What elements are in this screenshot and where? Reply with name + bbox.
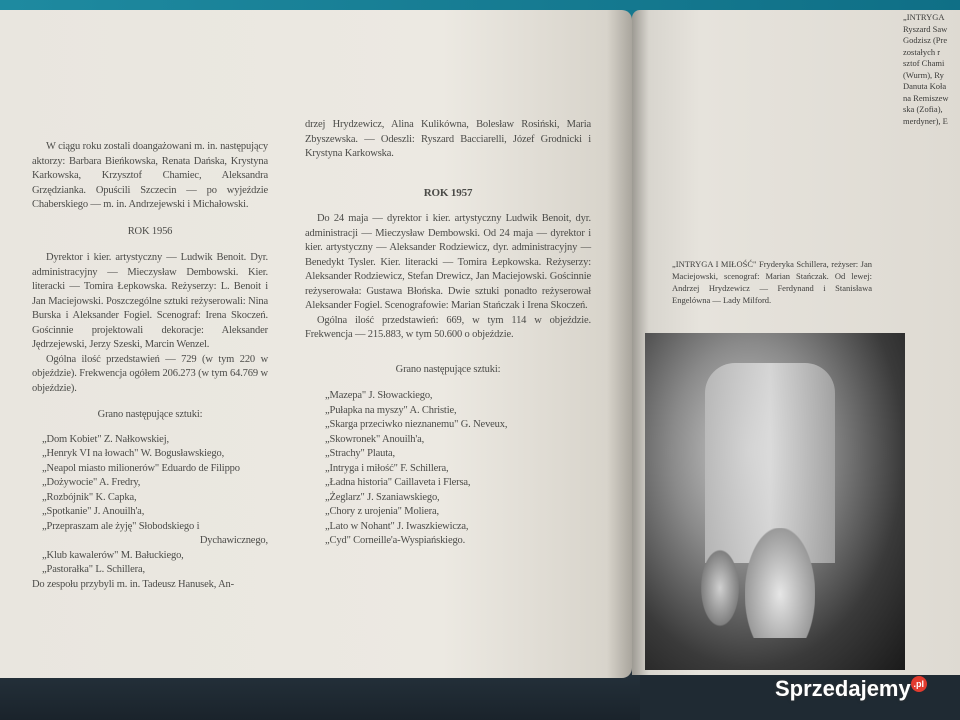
list-item: „Spotkanie" J. Anouilh'a, — [42, 506, 145, 517]
watermark-text: Sprzedajemy — [775, 676, 911, 701]
watermark-logo — [775, 676, 927, 702]
stage-photo — [645, 333, 905, 670]
plays-heading-1956: Grano następujące sztuki: — [97, 409, 203, 420]
middle-column — [305, 118, 591, 549]
text-line: ska (Zofia), — [903, 104, 943, 114]
intro-paragraph: W ciągu roku zostali doangażowani m. in. następujący aktorzy: Barbara Bieńkowska, Renata Dańska, Krystyna Karkowska, Krzysztof Chamiec, Aleksandra Grzędzianka. Opuścili Szczecin — po wyjeździe Chaberskiego — m. in. Andrzejewski i Michałowski. — [32, 141, 268, 210]
list-item: „Klub kawalerów" M. Bałuckiego, — [42, 549, 184, 561]
text-line: Danuta Koła — [903, 81, 947, 91]
list-item: „Skarga przeciwko nieznanemu" G. Neveux, — [325, 419, 508, 430]
list-item: „Neapol miasto milionerów" Eduardo de Filippo — [42, 462, 240, 474]
list-item: „Dom Kobiet" Z. Nałkowskiej, — [42, 433, 169, 445]
text-line: (Wurm), Ry — [903, 69, 944, 80]
continuation-paragraph: drzej Hrydzewicz, Alina Kulikówna, Bolesław Rosiński, Maria Zbyszewska. — Odeszli: Ryszard Bacciarelli, Józef Grodnicki i Krystyna Karkowska. — [305, 119, 591, 159]
plays-list-1957 — [305, 389, 591, 549]
list-item: „Henryk VI na łowach" W. Bogusławskiego, — [42, 448, 225, 459]
heading-1957: ROK 1957 — [423, 186, 473, 199]
text-line: merdyner), E — [903, 115, 948, 126]
list-item: „Rozbójnik" K. Capka, — [42, 491, 137, 503]
list-item: „Intryga i miłość" F. Schillera, — [325, 462, 449, 474]
closing-line: Do zespołu przybyli m. in. Tadeusz Hanusek, An- — [32, 578, 234, 590]
actress-figure — [745, 528, 815, 638]
body-1957: Do 24 maja — dyrektor i kier. artystyczny Ludwik Benoit, dyr. administracji — Mieczysław Dembowski. Od 24 maja — dyrektor i kier. artystyczny — Aleksander Rodziewicz, dyr. administracyjny — Benedykt Tysler. Kier. literacki — Tomira Łepkowska. Reżyserzy: Aleksander Rodziewicz, Stefan Drewicz, Jan Maciejowski. Gościnnie reżyserowała: Gustawa Błońska. Dwie sztuki ponadto reżyserował Aleksander Fogiel. Scenografowie: Marian Stańczak i Irena Skoczeń. — [305, 213, 591, 311]
list-item: „Chory z urojenia" Moliera, — [325, 506, 439, 517]
list-item: „Żeglarz" J. Szaniawskiego, — [325, 491, 440, 503]
right-page-cut-text — [903, 12, 949, 127]
left-column — [32, 140, 268, 592]
photo-caption: „INTRYGA I MIŁOŚĆ" Fryderyka Schillera, reżyser: Jan Maciejowski, scenograf: Marian Stańczak. Od lewej: Andrzej Hrydzewicz — Ferdynand i Stanisława Engelówna — Lady Milford. — [672, 259, 872, 305]
actor-figure — [700, 548, 740, 628]
list-item: „Pastorałka" L. Schillera, — [42, 564, 146, 575]
text-line: na Remiszew — [903, 92, 949, 103]
body-1956: Dyrektor i kier. artystyczny — Ludwik Benoit. Dyr. administracyjny — Mieczysław Dembowski. Kier. literacki — Tomira Łepkowska. Reżyserzy: L. Benoit i Jan Maciejowski. Poszczególne sztuki reżyserowali: Nina Burska i Aleksander Fogiel. Scenograf: Irena Skoczeń. Gościnnie projektowali dekoracje: Aleksander Jędrzejewski, Jerzy Szeski, Marcin Wenzel. — [32, 252, 268, 350]
plays-heading-1957: Grano następujące sztuki: — [395, 363, 501, 375]
list-item: „Strachy" Plauta, — [325, 448, 395, 459]
stats-1956: Ogólna ilość przedstawień — 729 (w tym 220 w objeździe). Frekwencja ogółem 206.273 (w tym 64.769 w objeździe). — [32, 353, 268, 394]
text-line: sztof Chami — [903, 58, 945, 68]
list-item: „Mazepa" J. Słowackiego, — [325, 390, 433, 401]
list-item: „Pułapka na myszy" A. Christie, — [325, 404, 457, 416]
plays-list-1956 — [32, 433, 268, 578]
list-item: Dychawicznego, — [199, 535, 268, 546]
watermark-badge: .pl — [911, 676, 927, 692]
stats-1957: Ogólna ilość przedstawień: 669, w tym 114 w objeździe. Frekwencja — 215.883, w tym 50.600 o objeździe. — [305, 314, 591, 340]
text-line: „INTRYGA — [903, 12, 945, 22]
text-line: zostałych r — [903, 46, 941, 57]
text-line: Godzisz (Pre — [903, 35, 948, 45]
list-item: „Skowronek" Anouilh'a, — [325, 433, 425, 445]
list-item: „Cyd" Corneille'a-Wyspiańskiego. — [325, 535, 466, 546]
list-item: „Przepraszam ale żyję" Słobodskiego i — [42, 520, 200, 532]
list-item: „Lato w Nohant" J. Iwaszkiewicza, — [325, 520, 469, 532]
heading-1956: ROK 1956 — [127, 225, 173, 237]
text-line: Ryszard Saw — [903, 23, 948, 34]
list-item: „Dożywocie" A. Fredry, — [42, 477, 141, 488]
list-item: „Ładna historia" Caillaveta i Flersa, — [325, 477, 471, 488]
